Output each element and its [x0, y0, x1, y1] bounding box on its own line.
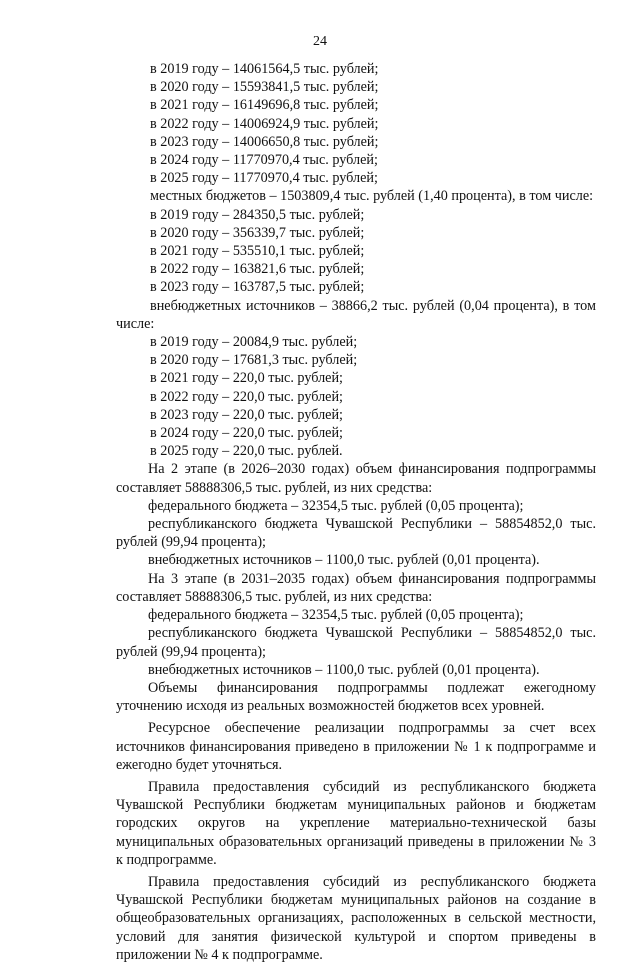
text-line: в 2025 году – 220,0 тыс. рублей.: [150, 443, 343, 460]
text-line: в 2021 году – 535510,1 тыс. рублей;: [150, 243, 365, 260]
paragraph: республиканского бюджета Чувашской Республики – 58854852,0 тыс. рублей (99,94 процента);: [116, 625, 596, 660]
text-line: в 2023 году – 14006650,8 тыс. рублей;: [150, 133, 379, 150]
text-line: в 2020 году – 356339,7 тыс. рублей;: [150, 224, 365, 241]
text-line: в 2020 году – 17681,3 тыс. рублей;: [150, 352, 358, 369]
text-line: в 2021 году – 220,0 тыс. рублей;: [150, 370, 343, 387]
text-line: в 2019 году – 14061564,5 тыс. рублей;: [150, 61, 379, 77]
text-line: в 2023 году – 163787,5 тыс. рублей;: [150, 279, 365, 296]
text-line: в 2022 году – 14006924,9 тыс. рублей;: [150, 115, 379, 132]
text-line: в 2019 году – 20084,9 тыс. рублей;: [150, 334, 358, 351]
paragraph: На 3 этапе (в 2031–2035 годах) объем финансирования подпрограммы составляет 58888306,5 тыс. рублей, из них средства:: [116, 570, 596, 605]
text-line: внебюджетных источников – 1100,0 тыс. рублей (0,01 процента).: [148, 552, 540, 569]
text-line: в 2025 году – 11770970,4 тыс. рублей;: [150, 170, 378, 187]
text-line: в 2022 году – 163821,6 тыс. рублей;: [150, 261, 365, 278]
paragraph: Правила предоставления субсидий из республиканского бюджета Чувашской Республики бюджетам муниципальных районов и бюджетам городских округов на укрепление материально-технической базы муниципальных образовательных организаций приведены в приложении № 3 к подпрограмме.: [116, 778, 596, 868]
paragraph: Объемы финансирования подпрограммы подлежат ежегодному уточнению исходя из реальных возможностей бюджетов всех уровней.: [116, 679, 596, 715]
text-line: в 2024 году – 11770970,4 тыс. рублей;: [150, 152, 378, 169]
paragraph: Правила предоставления субсидий из республиканского бюджета Чувашской Республики бюджетам муниципальных районов на создание в общеобразовательных организациях, расположенных в сельской местности, условий для занятия физической культурой и спортом приведены в приложении № 4 к подпрограмме.: [116, 873, 596, 963]
text-line: федерального бюджета – 32354,5 тыс. рублей (0,05 процента);: [148, 497, 524, 514]
text-line: внебюджетных источников – 1100,0 тыс. рублей (0,01 процента).: [148, 661, 540, 678]
paragraph: внебюджетных источников – 38866,2 тыс. рублей (0,04 процента), в том числе:: [116, 297, 596, 332]
text-line: в 2021 году – 16149696,8 тыс. рублей;: [150, 97, 379, 114]
paragraph: На 2 этапе (в 2026–2030 годах) объем финансирования подпрограммы составляет 58888306,5 тыс. рублей, из них средства:: [116, 461, 596, 496]
paragraph: Ресурсное обеспечение реализации подпрограммы за счет всех источников финансирования приведено в приложении № 1 к подпрограмме и ежегодно будет уточняться.: [116, 720, 596, 773]
page-number: 24: [313, 34, 327, 49]
text-line: в 2020 году – 15593841,5 тыс. рублей;: [150, 79, 379, 96]
text-line: в 2024 году – 220,0 тыс. рублей;: [150, 425, 343, 442]
text-line: в 2023 году – 220,0 тыс. рублей;: [150, 406, 343, 423]
text-line: федерального бюджета – 32354,5 тыс. рублей (0,05 процента);: [148, 607, 524, 624]
text-line: в 2022 году – 220,0 тыс. рублей;: [150, 388, 343, 405]
text-line: местных бюджетов – 1503809,4 тыс. рублей (1,40 процента), в том числе:: [150, 188, 594, 205]
text-line: в 2019 году – 284350,5 тыс. рублей;: [150, 206, 365, 223]
document-body: [116, 60, 596, 964]
paragraph: республиканского бюджета Чувашской Республики – 58854852,0 тыс. рублей (99,94 процента);: [116, 516, 596, 551]
